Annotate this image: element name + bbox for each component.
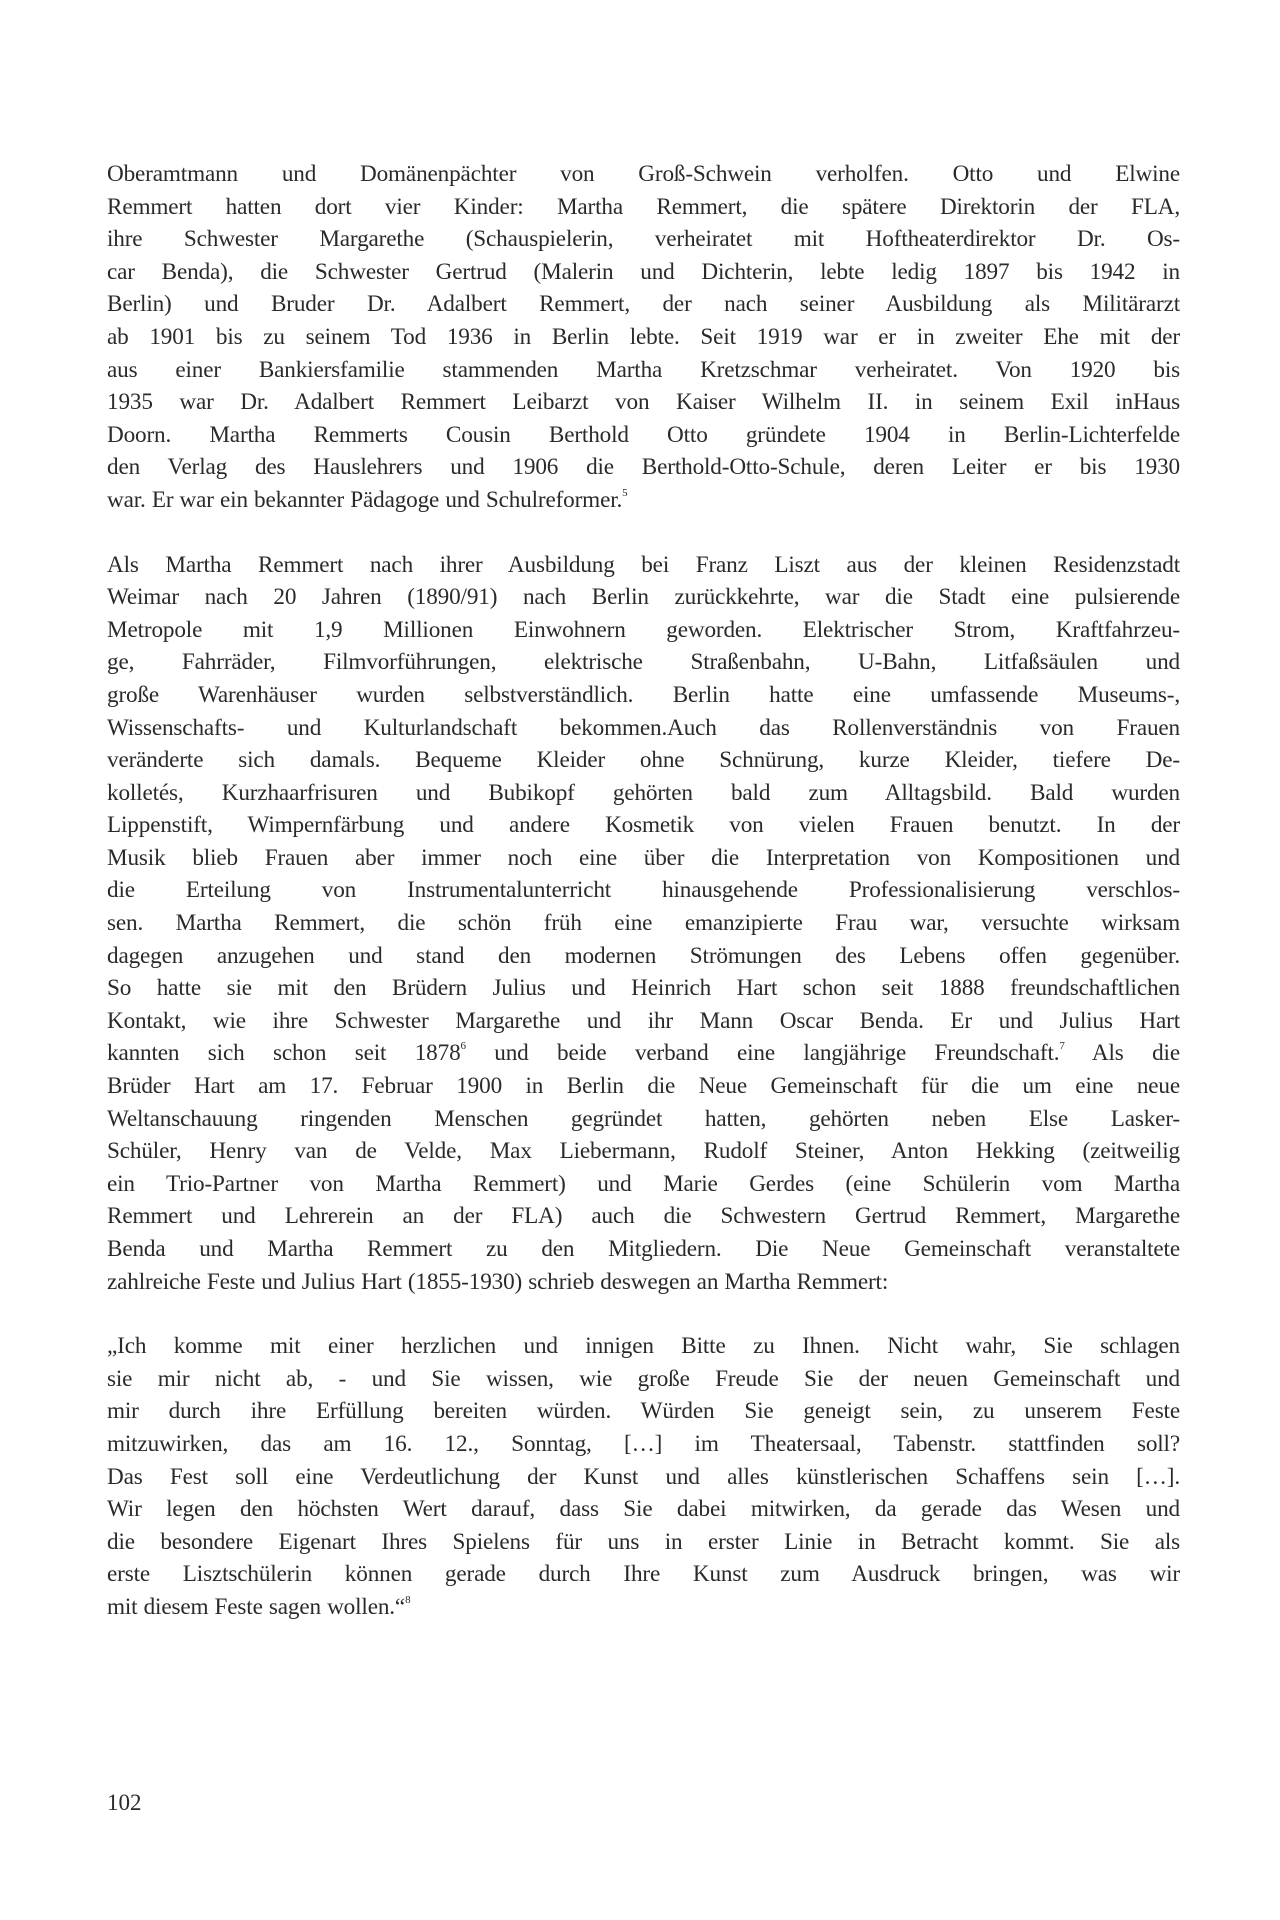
text-line: 1935 war Dr. Adalbert Remmert Leibarzt von Kaiser Wilhelm II. in seinem Exil inHaus <box>107 389 1180 416</box>
text-line: Kontakt, wie ihre Schwester Margarethe und ihr Mann Oscar Benda. Er und Julius Hart <box>107 1007 1180 1034</box>
text-line: So hatte sie mit den Brüdern Julius und Heinrich Hart schon seit 1888 freundschaftlichen <box>107 975 1180 1002</box>
text-line: Wir legen den höchsten Wert darauf, dass Sie dabei mitwirken, da gerade das Wesen und <box>107 1496 1180 1523</box>
text-line: Weimar nach 20 Jahren (1890/91) nach Berlin zurückkehrte, war die Stadt eine pulsierende <box>107 584 1180 611</box>
text-line: Als Martha Remmert nach ihrer Ausbildung bei Franz Liszt aus der kleinen Residenzstadt <box>107 551 1180 578</box>
text-fragment: und beide verband eine langjährige Freundschaft. <box>465 1040 1060 1067</box>
page-body <box>107 158 1180 1624</box>
text-line: Metropole mit 1,9 Millionen Einwohnern geworden. Elektrischer Strom, Kraftfahrzeu- <box>107 616 1180 643</box>
text-line: sie mir nicht ab, - und Sie wissen, wie große Freude Sie der neuen Gemeinschaft und <box>107 1365 1180 1392</box>
text-line: den Verlag des Hauslehrers und 1906 die Berthold-Otto-Schule, deren Leiter er bis 1930 <box>107 454 1180 481</box>
text-line: Oberamtmann und Domänenpächter von Groß-Schwein verholfen. Otto und Elwine <box>107 161 1180 187</box>
text-line: „Ich komme mit einer herzlichen und innigen Bitte zu Ihnen. Nicht wahr, Sie schlagen <box>107 1333 1180 1360</box>
text-line: aus einer Bankiersfamilie stammenden Martha Kretzschmar verheiratet. Von 1920 bis <box>107 356 1180 383</box>
text-line: ab 1901 bis zu seinem Tod 1936 in Berlin lebte. Seit 1919 war er in zweiter Ehe mit der <box>107 323 1180 350</box>
text-line: Berlin) und Bruder Dr. Adalbert Remmert, der nach seiner Ausbildung als Militärarzt <box>107 291 1180 318</box>
text-line: Benda und Martha Remmert zu den Mitgliedern. Die Neue Gemeinschaft veranstaltete <box>107 1236 1180 1262</box>
text-line: Lippenstift, Wimpernfärbung und andere Kosmetik von vielen Frauen benutzt. In der <box>107 812 1180 839</box>
paragraph-gap <box>107 1298 1180 1330</box>
paragraph-gap <box>107 517 1180 549</box>
text-line: große Warenhäuser wurden selbstverständlich. Berlin hatte eine umfassende Museums-, <box>107 681 1180 708</box>
text-fragment: mit diesem Feste sagen wollen.“ <box>107 1593 406 1620</box>
text-line: mitzuwirken, das am 16. 12., Sonntag, […] im Theatersaal, Tabenstr. stattfinden soll? <box>107 1430 1180 1457</box>
text-line: dagegen anzugehen und stand den modernen Strömungen des Lebens offen gegenüber. <box>107 942 1180 969</box>
text-line: Remmert und Lehrerein an der FLA) auch die Schwestern Gertrud Remmert, Margarethe <box>107 1203 1180 1230</box>
text-line: erste Lisztschülerin können gerade durch Ihre Kunst zum Ausdruck bringen, was wir <box>107 1561 1180 1588</box>
text-line: Schüler, Henry van de Velde, Max Liebermann, Rudolf Steiner, Anton Hekking (zeitweilig <box>107 1138 1180 1165</box>
text-fragment: kannten sich schon seit 1878 <box>107 1040 461 1067</box>
text-line: die besondere Eigenart Ihres Spielens für uns in erster Linie in Betracht kommt. Sie als <box>107 1528 1180 1555</box>
paragraph-quotation <box>107 1330 1180 1623</box>
text-line: car Benda), die Schwester Gertrud (Malerin und Dichterin, lebte ledig 1897 bis 1942 in <box>107 258 1180 285</box>
text-fragment: war. Er war ein bekannter Pädagoge und Schulreformer. <box>107 486 623 513</box>
text-line: Remmert hatten dort vier Kinder: Martha Remmert, die spätere Direktorin der FLA, <box>107 193 1180 220</box>
text-line: ihre Schwester Margarethe (Schauspielerin, verheiratet mit Hoftheaterdirektor Dr. Os- <box>107 226 1180 253</box>
text-line <box>107 1591 1180 1624</box>
text-line: Brüder Hart am 17. Februar 1900 in Berlin die Neue Gemeinschaft für die um eine neue <box>107 1073 1180 1100</box>
footnote-marker[interactable]: 7 <box>1059 1040 1065 1053</box>
footnote-marker[interactable]: 8 <box>405 1593 411 1606</box>
text-line: Das Fest soll eine Verdeutlichung der Kunst und alles künstlerischen Schaffens sein […]. <box>107 1463 1180 1490</box>
text-line: Wissenschafts- und Kulturlandschaft bekommen.Auch das Rollenverständnis von Frauen <box>107 714 1180 741</box>
paragraph-berlin <box>107 549 1180 1299</box>
text-fragment: Als die <box>1064 1040 1180 1067</box>
text-line: kolletés, Kurzhaarfrisuren und Bubikopf gehörten bald zum Alltagsbild. Bald wurden <box>107 779 1180 806</box>
text-line: Doorn. Martha Remmerts Cousin Berthold Otto gründete 1904 in Berlin-Lichterfelde <box>107 421 1180 448</box>
paragraph-family <box>107 158 1180 517</box>
text-line: ge, Fahrräder, Filmvorführungen, elektrische Straßenbahn, U-Bahn, Litfaßsäulen und <box>107 649 1180 676</box>
text-line: Weltanschauung ringenden Menschen gegründet hatten, gehörten neben Else Lasker- <box>107 1105 1180 1132</box>
text-line: die Erteilung von Instrumentalunterricht hinausgehende Professionalisierung verschlos- <box>107 877 1180 904</box>
text-line <box>107 484 1180 517</box>
text-line: ein Trio-Partner von Martha Remmert) und Marie Gerdes (eine Schülerin vom Martha <box>107 1170 1180 1197</box>
text-line: sen. Martha Remmert, die schön früh eine emanzipierte Frau war, versuchte wirksam <box>107 910 1180 937</box>
footnote-marker[interactable]: 6 <box>460 1040 466 1053</box>
text-line: zahlreiche Feste und Julius Hart (1855-1930) schrieb deswegen an Martha Remmert: <box>107 1268 889 1295</box>
text-line: mir durch ihre Erfüllung bereiten würden. Würden Sie geneigt sein, zu unserem Feste <box>107 1398 1180 1425</box>
text-line: veränderte sich damals. Bequeme Kleider ohne Schnürung, kurze Kleider, tiefere De- <box>107 747 1180 774</box>
page-number: 102 <box>107 1790 142 1815</box>
footnote-marker[interactable]: 5 <box>622 486 628 499</box>
text-line-with-footnotes <box>107 1037 1180 1070</box>
text-line: Musik blieb Frauen aber immer noch eine über die Interpretation von Kompositionen und <box>107 844 1180 871</box>
